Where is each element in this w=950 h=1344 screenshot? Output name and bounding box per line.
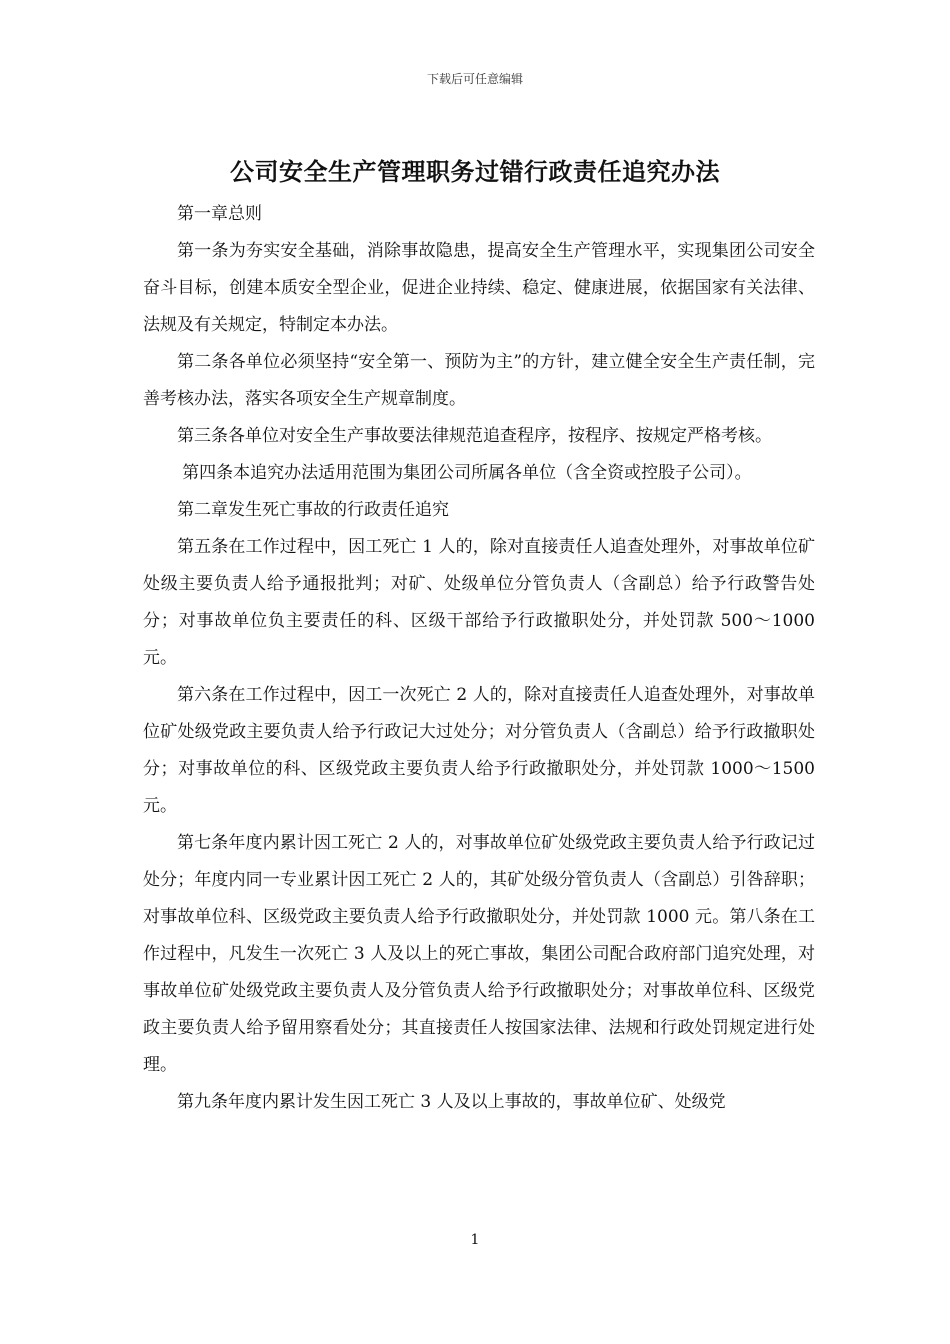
document-title: 公司安全生产管理职务过错行政责任追究办法 — [230, 158, 720, 186]
article-paragraph: 第九条年度内累计发生因工死亡 3 人及以上事故的，事故单位矿、处级党 — [177, 1092, 726, 1112]
document-body — [143, 196, 815, 1121]
article-paragraph: 第四条本追究办法适用范围为集团公司所属各单位（含全资或控股子公司）。 — [182, 463, 752, 483]
article-paragraph: 第六条在工作过程中，因工一次死亡 2 人的，除对直接责任人追查处理外，对事故单位矿处级党政主要负责人给予行政记大过处分；对分管负责人（含副总）给予行政撤职处分；对事故单位的科、区级党政主要负责人给予行政撤职处分，并处罚款 1000～1500 元。 — [143, 685, 815, 816]
page-number: 1 — [470, 1232, 480, 1248]
article-paragraph: 第一条为夯实安全基础，消除事故隐患，提高安全生产管理水平，实现集团公司安全奋斗目标，创建本质安全型企业，促进企业持续、稳定、健康进展，依据国家有关法律、法规及有关规定，特制定本办法。 — [143, 241, 815, 335]
article-paragraph: 第二条各单位必须坚持“安全第一、预防为主”的方针，建立健全安全生产责任制，完善考核办法，落实各项安全生产规章制度。 — [143, 352, 815, 409]
article-paragraph: 第三条各单位对安全生产事故要法律规范追查程序，按程序、按规定严格考核。 — [177, 426, 772, 446]
article-paragraph: 第五条在工作过程中，因工死亡 1 人的，除对直接责任人追查处理外，对事故单位矿处级主要负责人给予通报批判；对矿、处级单位分管负责人（含副总）给予行政警告处分；对事故单位负主要责任的科、区级干部给予行政撤职处分，并处罚款 500～1000 元。 — [143, 537, 815, 668]
chapter-heading: 第一章总则 — [177, 204, 262, 224]
chapter-heading: 第二章发生死亡事故的行政责任追究 — [177, 500, 449, 520]
article-paragraph: 第七条年度内累计因工死亡 2 人的，对事故单位矿处级党政主要负责人给予行政记过处分；年度内同一专业累计因工死亡 2 人的，其矿处级分管负责人（含副总）引咎辞职；对事故单位科、区级党政主要负责人给予行政撤职处分，并处罚款 1000 元。第八条在工作过程中，凡发生一次死亡 3 人及以上的死亡事故，集团公司配合政府部门追究处理，对事故单位矿处级党政主要负责人及分管负责人给予行政撤职处分；对事故单位科、区级党政主要负责人给予留用察看处分；其直接责任人按国家法律、法规和行政处罚规定进行处理。 — [143, 833, 815, 1075]
header-note: 下载后可任意编辑 — [426, 72, 523, 86]
